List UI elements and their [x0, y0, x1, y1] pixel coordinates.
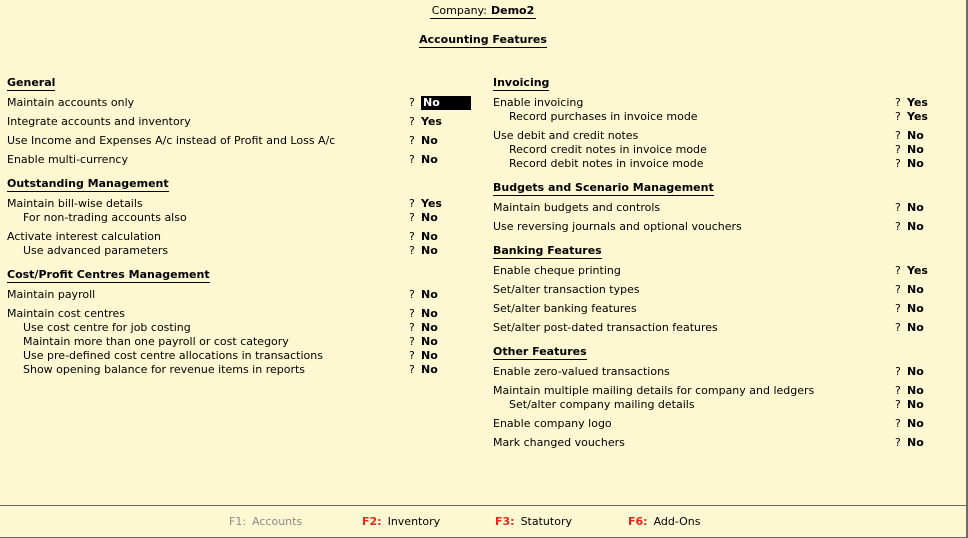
section-title-text: Other Features	[493, 345, 587, 358]
option-group	[493, 129, 933, 171]
option-value-field[interactable]: No	[421, 244, 438, 257]
option-value-field[interactable]: No	[421, 307, 438, 320]
option-group	[7, 115, 447, 129]
option-label: Use advanced parameters	[23, 244, 169, 257]
f1-accounts-button[interactable]	[229, 515, 302, 529]
section-title	[7, 268, 447, 282]
option-label: Activate interest calculation	[7, 230, 162, 243]
option-row-maintain-more-than-one-payroll-or-cost-category[interactable]	[7, 335, 447, 349]
option-label: Enable invoicing	[493, 96, 584, 109]
option-group	[493, 283, 933, 297]
option-value-field[interactable]: No	[907, 384, 924, 397]
option-group	[7, 197, 447, 225]
option-value-field[interactable]: No	[421, 134, 438, 147]
section-other-features	[493, 345, 933, 450]
question-mark: ?	[895, 283, 901, 296]
question-mark: ?	[895, 96, 901, 109]
company-header	[0, 4, 966, 19]
question-mark: ?	[409, 321, 415, 334]
option-value-field[interactable]: Yes	[907, 110, 928, 123]
option-group	[493, 384, 933, 412]
f6-addons-button[interactable]	[628, 515, 701, 529]
option-row-enable-multi-currency[interactable]	[7, 153, 447, 167]
option-label: Use cost centre for job costing	[23, 321, 191, 334]
right-column	[493, 76, 933, 460]
option-label: Set/alter post-dated transaction features	[493, 321, 718, 334]
option-label: Set/alter banking features	[493, 302, 637, 315]
question-mark: ?	[409, 153, 415, 166]
option-value-field[interactable]: No	[421, 96, 471, 110]
f2-label: Inventory	[387, 515, 441, 528]
option-label: Maintain cost centres	[7, 307, 126, 320]
option-row-set-alter-company-mailing-details[interactable]	[493, 398, 933, 412]
option-value-field[interactable]: No	[907, 321, 924, 334]
option-row-set-alter-transaction-types[interactable]	[493, 283, 933, 297]
option-value-field[interactable]: No	[421, 211, 438, 224]
section-title-text: Invoicing	[493, 76, 550, 89]
question-mark: ?	[895, 302, 901, 315]
option-label: Show opening balance for revenue items in reports	[23, 363, 306, 376]
question-mark: ?	[895, 264, 901, 277]
option-label: Maintain payroll	[7, 288, 96, 301]
option-row-maintain-bill-wise-details[interactable]	[7, 197, 447, 211]
option-value-field[interactable]: No	[421, 230, 438, 243]
option-value-field[interactable]: No	[907, 220, 924, 233]
option-row-maintain-multiple-mailing-details-for-company-and-ledgers[interactable]	[493, 384, 933, 398]
company-name: Demo2	[490, 4, 535, 17]
question-mark: ?	[409, 96, 415, 109]
company-info	[430, 4, 537, 19]
section-title	[7, 177, 447, 191]
option-group	[493, 365, 933, 379]
option-label: Enable cheque printing	[493, 264, 621, 277]
section-title-text: Outstanding Management	[7, 177, 169, 190]
option-label: Enable multi-currency	[7, 153, 128, 166]
option-row-use-income-and-expenses-a-c-instead-of-profit-and-loss-a-c[interactable]	[7, 134, 447, 148]
option-value-field[interactable]: No	[421, 335, 438, 348]
section-general	[7, 76, 447, 167]
option-row-enable-company-logo[interactable]	[493, 417, 933, 431]
option-group	[7, 288, 447, 302]
option-label: Maintain budgets and controls	[493, 201, 661, 214]
section-cost-profit-centres-management	[7, 268, 447, 377]
option-label: Enable zero-valued transactions	[493, 365, 670, 378]
option-value-field[interactable]: No	[907, 302, 924, 315]
option-row-maintain-payroll[interactable]	[7, 288, 447, 302]
question-mark: ?	[409, 349, 415, 362]
option-row-show-opening-balance-for-revenue-items-in-reports[interactable]	[7, 363, 447, 377]
option-group	[493, 96, 933, 124]
option-row-enable-invoicing[interactable]	[493, 96, 933, 110]
option-value-field[interactable]: Yes	[907, 264, 928, 277]
f3-statutory-button[interactable]	[495, 515, 572, 529]
option-row-maintain-accounts-only[interactable]	[7, 96, 447, 110]
option-value-field[interactable]: No	[421, 321, 438, 334]
option-value-field[interactable]: No	[907, 398, 924, 411]
option-row-use-advanced-parameters[interactable]	[7, 244, 447, 258]
option-value-field[interactable]: No	[907, 365, 924, 378]
section-title	[493, 244, 933, 258]
page-title-text: Accounting Features	[419, 33, 547, 46]
option-group	[7, 96, 447, 110]
question-mark: ?	[895, 384, 901, 397]
option-value-field[interactable]: No	[907, 436, 924, 449]
section-outstanding-management	[7, 177, 447, 258]
section-invoicing	[493, 76, 933, 171]
question-mark: ?	[895, 143, 901, 156]
option-row-record-purchases-in-invoice-mode[interactable]	[493, 110, 933, 124]
option-label: Maintain bill-wise details	[7, 197, 143, 210]
option-label: Set/alter company mailing details	[509, 398, 695, 411]
f1-label: Accounts	[252, 515, 303, 528]
option-value-field[interactable]: Yes	[907, 96, 928, 109]
option-label: Enable company logo	[493, 417, 612, 430]
section-title-text: General	[7, 76, 56, 89]
option-value-field[interactable]: No	[907, 283, 924, 296]
f1-key: F1:	[229, 515, 247, 528]
left-column	[7, 76, 447, 387]
option-row-use-reversing-journals-and-optional-vouchers[interactable]	[493, 220, 933, 234]
option-group	[493, 321, 933, 335]
question-mark: ?	[895, 365, 901, 378]
option-row-maintain-cost-centres[interactable]	[7, 307, 447, 321]
option-row-mark-changed-vouchers[interactable]	[493, 436, 933, 450]
question-mark: ?	[895, 417, 901, 430]
section-title-text: Budgets and Scenario Management	[493, 181, 714, 194]
option-value-field[interactable]: Yes	[421, 197, 442, 210]
f3-label: Statutory	[520, 515, 572, 528]
section-title	[493, 181, 933, 195]
option-group	[493, 220, 933, 234]
option-row-maintain-budgets-and-controls[interactable]	[493, 201, 933, 215]
section-banking-features	[493, 244, 933, 335]
option-group	[493, 264, 933, 278]
option-group	[493, 201, 933, 215]
option-group	[7, 134, 447, 148]
function-key-bar	[0, 505, 966, 537]
question-mark: ?	[409, 335, 415, 348]
option-label: For non-trading accounts also	[23, 211, 187, 224]
f3-key: F3:	[495, 515, 515, 528]
question-mark: ?	[895, 157, 901, 170]
question-mark: ?	[409, 230, 415, 243]
section-title-text: Banking Features	[493, 244, 602, 257]
option-value-field[interactable]: No	[907, 157, 924, 170]
section-title	[493, 76, 933, 90]
option-label: Record purchases in invoice mode	[509, 110, 698, 123]
company-label: Company:	[431, 4, 487, 17]
option-value-field[interactable]: No	[421, 153, 438, 166]
option-row-record-debit-notes-in-invoice-mode[interactable]	[493, 157, 933, 171]
option-label: Set/alter transaction types	[493, 283, 640, 296]
option-label: Use reversing journals and optional vouchers	[493, 220, 742, 233]
option-label: Integrate accounts and inventory	[7, 115, 191, 128]
question-mark: ?	[409, 211, 415, 224]
page-title	[0, 33, 966, 46]
option-label: Mark changed vouchers	[493, 436, 625, 449]
question-mark: ?	[409, 134, 415, 147]
option-group	[7, 307, 447, 377]
f6-label: Add-Ons	[653, 515, 701, 528]
section-title	[493, 345, 933, 359]
option-label: Use debit and credit notes	[493, 129, 639, 142]
question-mark: ?	[895, 436, 901, 449]
option-row-integrate-accounts-and-inventory[interactable]	[7, 115, 447, 129]
question-mark: ?	[409, 288, 415, 301]
f2-inventory-button[interactable]	[362, 515, 440, 529]
option-value-field[interactable]: No	[907, 143, 924, 156]
option-group	[493, 302, 933, 316]
option-row-enable-cheque-printing[interactable]	[493, 264, 933, 278]
option-row-enable-zero-valued-transactions[interactable]	[493, 365, 933, 379]
option-label: Maintain more than one payroll or cost category	[23, 335, 289, 348]
question-mark: ?	[895, 398, 901, 411]
option-row-use-pre-defined-cost-centre-allocations-in-transactions[interactable]	[7, 349, 447, 363]
option-value-field[interactable]: No	[907, 201, 924, 214]
option-row-activate-interest-calculation[interactable]	[7, 230, 447, 244]
question-mark: ?	[895, 129, 901, 142]
question-mark: ?	[409, 244, 415, 257]
option-row-set-alter-post-dated-transaction-features[interactable]	[493, 321, 933, 335]
section-budgets-and-scenario-management	[493, 181, 933, 234]
option-row-record-credit-notes-in-invoice-mode[interactable]	[493, 143, 933, 157]
option-group	[7, 230, 447, 258]
option-row-use-debit-and-credit-notes[interactable]	[493, 129, 933, 143]
option-label: Record credit notes in invoice mode	[509, 143, 707, 156]
option-value-field[interactable]: Yes	[421, 115, 442, 128]
section-title-text: Cost/Profit Centres Management	[7, 268, 210, 281]
question-mark: ?	[895, 321, 901, 334]
question-mark: ?	[409, 197, 415, 210]
f2-key: F2:	[362, 515, 382, 528]
question-mark: ?	[895, 110, 901, 123]
option-row-set-alter-banking-features[interactable]	[493, 302, 933, 316]
option-row-use-cost-centre-for-job-costing[interactable]	[7, 321, 447, 335]
question-mark: ?	[895, 201, 901, 214]
question-mark: ?	[409, 115, 415, 128]
option-value-field[interactable]: No	[421, 349, 438, 362]
option-value-field[interactable]: No	[421, 288, 438, 301]
option-label: Maintain accounts only	[7, 96, 135, 109]
question-mark: ?	[409, 307, 415, 320]
question-mark: ?	[895, 220, 901, 233]
section-title	[7, 76, 447, 90]
option-label: Record debit notes in invoice mode	[509, 157, 704, 170]
option-value-field[interactable]: No	[907, 417, 924, 430]
option-group	[493, 436, 933, 450]
option-group	[7, 153, 447, 167]
option-row-for-non-trading-accounts-also[interactable]	[7, 211, 447, 225]
f6-key: F6:	[628, 515, 648, 528]
option-value-field[interactable]: No	[421, 363, 438, 376]
option-label: Maintain multiple mailing details for company and ledgers	[493, 384, 815, 397]
option-value-field[interactable]: No	[907, 129, 924, 142]
question-mark: ?	[409, 363, 415, 376]
option-label: Use pre-defined cost centre allocations in transactions	[23, 349, 323, 362]
option-group	[493, 417, 933, 431]
option-label: Use Income and Expenses A/c instead of Profit and Loss A/c	[7, 134, 336, 147]
